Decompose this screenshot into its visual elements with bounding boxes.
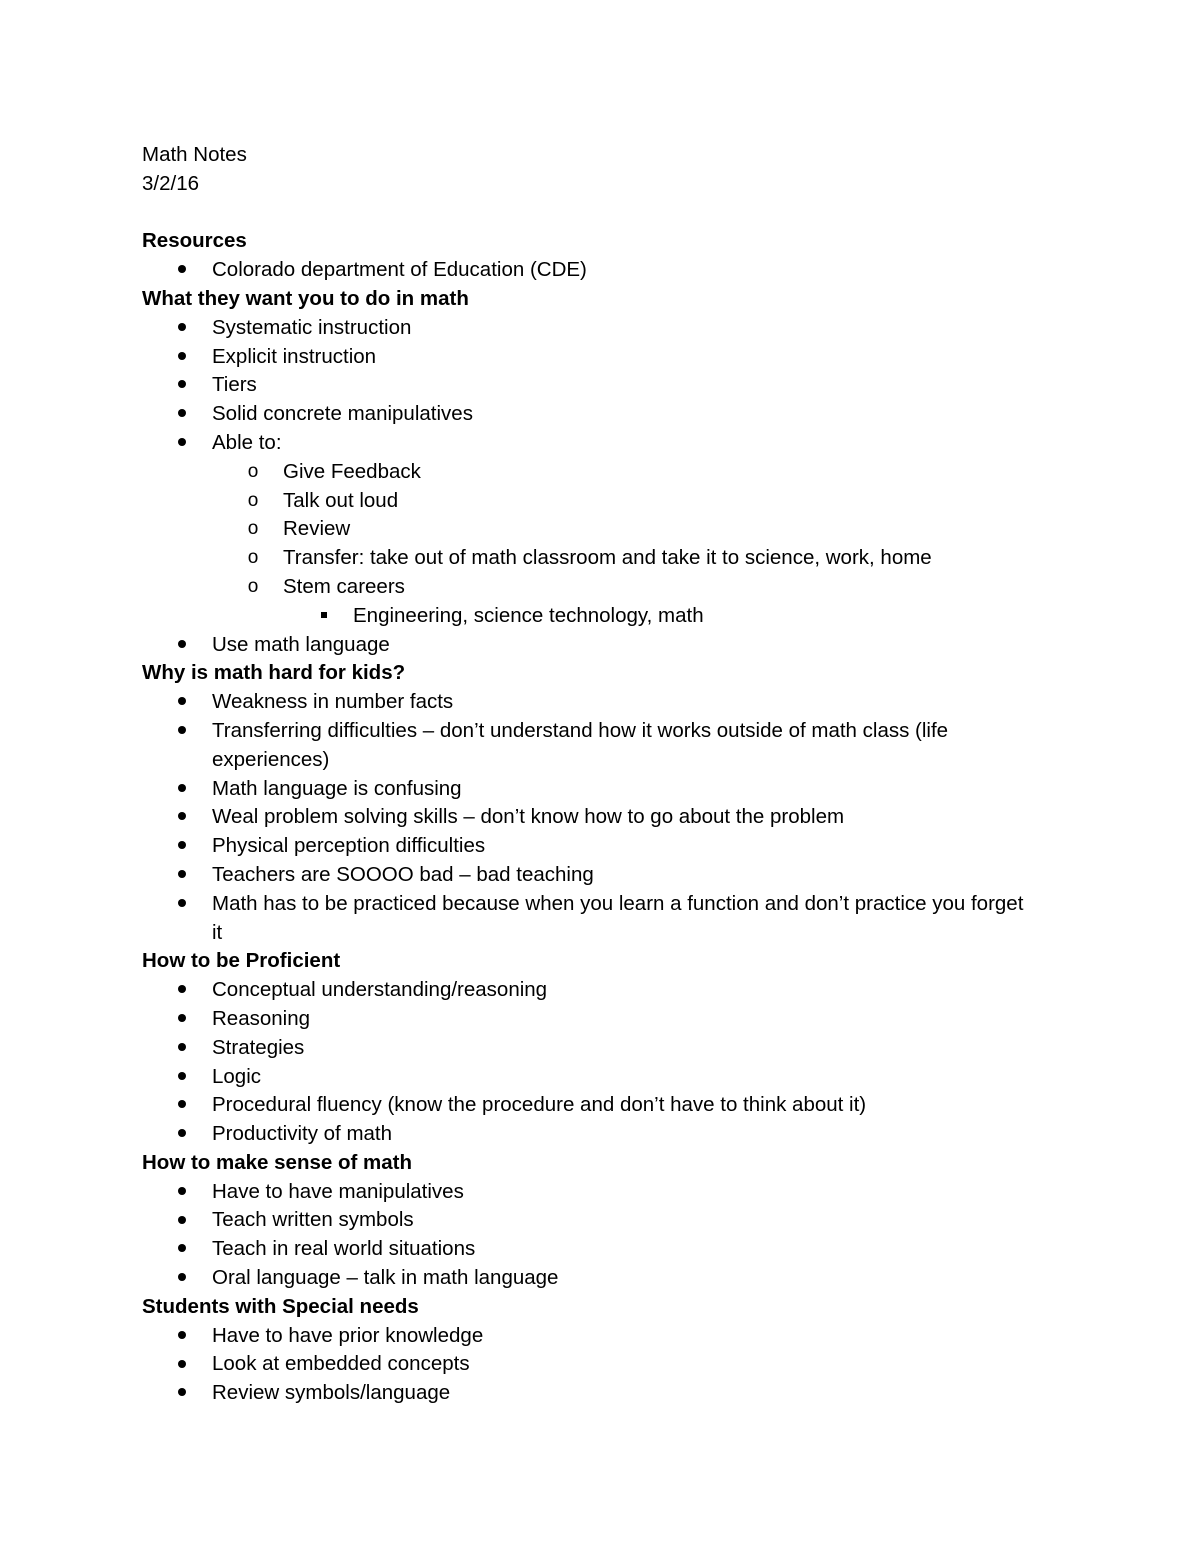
bullet-dot-icon [172, 688, 192, 717]
doc-title: Math Notes [142, 143, 247, 166]
list-item: Teach in real world situations [142, 1235, 1042, 1264]
bullet-dot-icon [172, 429, 192, 458]
sub-list-item: o Talk out loud [142, 487, 1042, 516]
list-item: Systematic instruction [142, 314, 1042, 343]
list-item: Physical perception difficulties [142, 832, 1042, 861]
list-item: Procedural fluency (know the procedure and don’t have to think about it) [142, 1091, 1042, 1120]
list-item: Colorado department of Education (CDE) [142, 256, 1042, 285]
list-item: Look at embedded concepts [142, 1350, 1042, 1379]
bullet-circle-icon: o [247, 575, 259, 597]
bullet-square-icon [314, 602, 334, 631]
bullet-dot-icon [172, 1005, 192, 1034]
bullet-dot-icon [172, 1379, 192, 1408]
list-item: Strategies [142, 1034, 1042, 1063]
list-item: Weakness in number facts [142, 688, 1042, 717]
list-item: Have to have prior knowledge [142, 1322, 1042, 1351]
bullet-dot-icon [172, 832, 192, 861]
bullet-dot-icon [172, 775, 192, 804]
section-heading-special-needs: Students with Special needs [142, 1294, 419, 1318]
bullet-dot-icon [172, 1120, 192, 1149]
bullet-dot-icon [172, 717, 192, 746]
bullet-circle-icon: o [247, 518, 259, 540]
bullet-circle-icon: o [247, 489, 259, 511]
list-item: Explicit instruction [142, 343, 1042, 372]
doc-date: 3/2/16 [142, 171, 199, 195]
bullet-dot-icon [172, 1178, 192, 1207]
list-item: Weal problem solving skills – don’t know how to go about the problem [142, 803, 1042, 832]
list-item: Solid concrete manipulatives [142, 400, 1042, 429]
bullet-dot-icon [172, 1264, 192, 1293]
bullet-dot-icon [172, 631, 192, 660]
bullet-dot-icon [172, 861, 192, 890]
list-item: Have to have manipulatives [142, 1178, 1042, 1207]
list-item: Transferring difficulties – don’t understand how it works outside of math class (life experiences) [142, 717, 1032, 775]
bullet-dot-icon [172, 343, 192, 372]
section-heading-proficient: How to be Proficient [142, 949, 341, 973]
bullet-dot-icon [172, 803, 192, 832]
bullet-circle-icon: o [247, 547, 259, 569]
bullet-dot-icon [172, 890, 192, 919]
bullet-dot-icon [172, 400, 192, 429]
list-item: Productivity of math [142, 1120, 1042, 1149]
document-page [142, 141, 1042, 1408]
bullet-dot-icon [172, 1235, 192, 1264]
list-item: Teach written symbols [142, 1206, 1042, 1235]
section-heading-resources: Resources [142, 229, 247, 253]
sub-list-item: o Transfer: take out of math classroom and take it to science, work, home [142, 544, 1042, 573]
sub-list-item: o Give Feedback [142, 458, 1042, 487]
list-item: Tiers [142, 371, 1042, 400]
sub-list-item: o Review [142, 515, 1042, 544]
bullet-dot-icon [172, 256, 192, 285]
list-item: Review symbols/language [142, 1379, 1042, 1408]
section-heading-what-they-want: What they want you to do in math [142, 286, 469, 310]
list-item: Conceptual understanding/reasoning [142, 976, 1042, 1005]
bullet-dot-icon [172, 1350, 192, 1379]
sub-list-item: o Stem careers [142, 573, 1042, 602]
section-heading-make-sense: How to make sense of math [142, 1150, 412, 1174]
list-item: Teachers are SOOOO bad – bad teaching [142, 861, 1042, 890]
list-item: Oral language – talk in math language [142, 1264, 1042, 1293]
bullet-dot-icon [172, 314, 192, 343]
list-item: Math has to be practiced because when you learn a function and don’t practice you forget it [142, 890, 1032, 948]
section-heading-why-hard: Why is math hard for kids? [142, 661, 406, 685]
list-item: Use math language [142, 631, 1042, 660]
list-item: Able to: [142, 429, 1042, 458]
bullet-dot-icon [172, 1063, 192, 1092]
bullet-circle-icon: o [247, 460, 259, 482]
bullet-dot-icon [172, 1206, 192, 1235]
sub-sub-list-item: Engineering, science technology, math [142, 602, 1042, 631]
list-item: Reasoning [142, 1005, 1042, 1034]
blank-line [142, 199, 1042, 228]
bullet-dot-icon [172, 1322, 192, 1351]
bullet-dot-icon [172, 1091, 192, 1120]
bullet-dot-icon [172, 1034, 192, 1063]
bullet-dot-icon [172, 371, 192, 400]
list-item: Logic [142, 1063, 1042, 1092]
bullet-dot-icon [172, 976, 192, 1005]
list-item: Math language is confusing [142, 775, 1042, 804]
